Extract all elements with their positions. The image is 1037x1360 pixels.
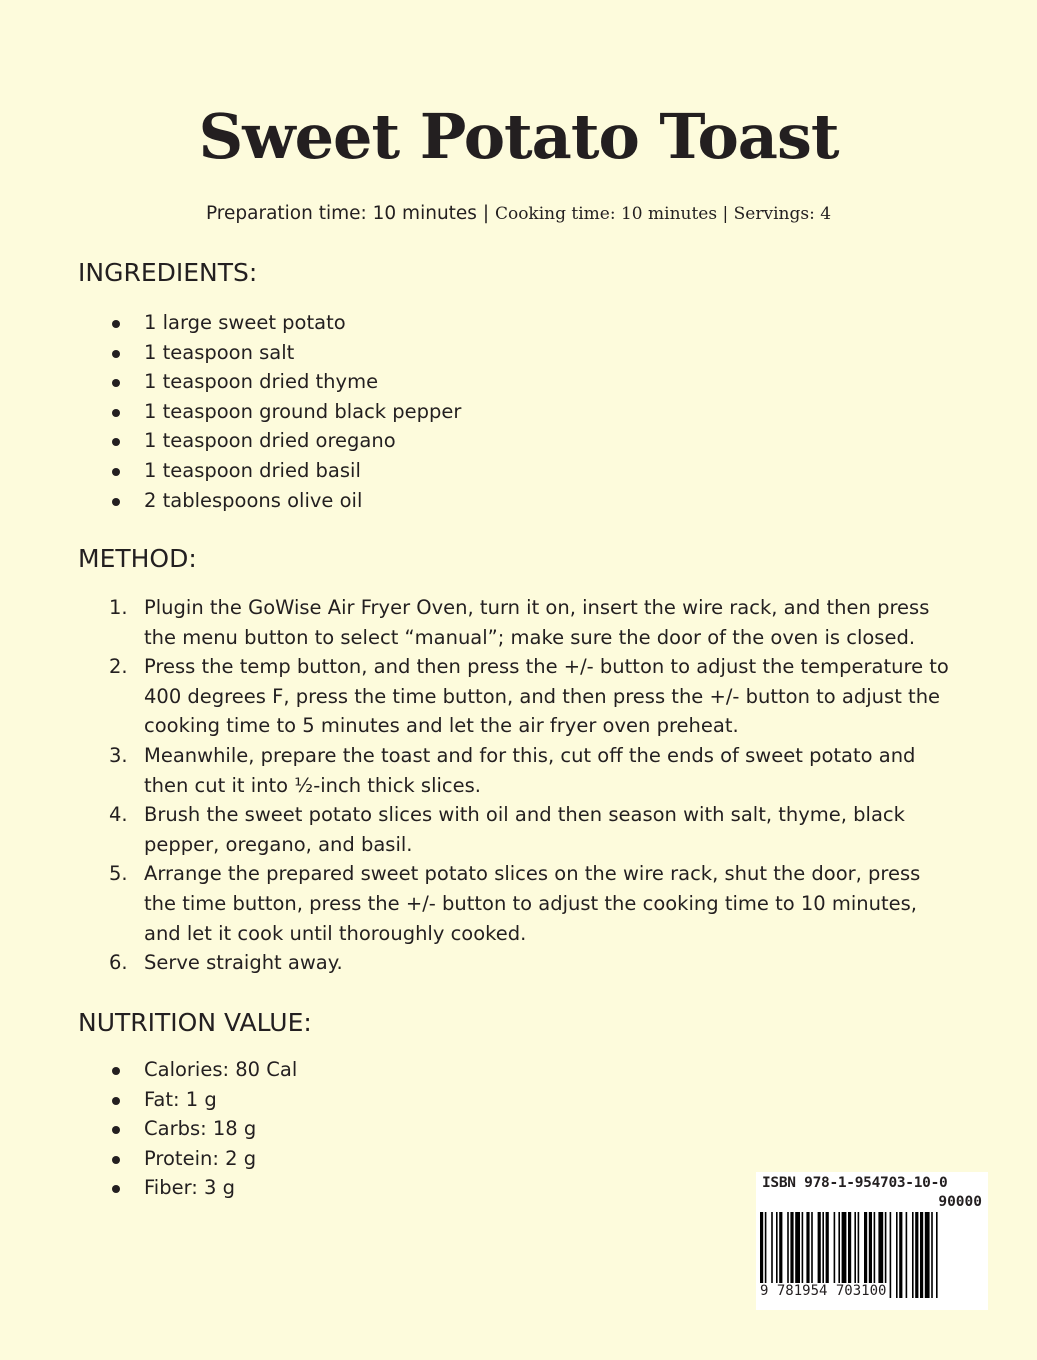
bullet-icon	[112, 1185, 120, 1193]
cooking-time: Cooking time: 10 minutes	[494, 204, 718, 224]
isbn-label: ISBN 978-1-954703-10-0	[762, 1175, 948, 1191]
isbn-barcode	[756, 1172, 988, 1310]
method-step: 3. Meanwhile, prepare the toast and for this, cut off the ends of sweet potato and then cut it into ½-inch thick slices.	[78, 741, 958, 800]
nutrition-item: Calories: 80 Cal	[78, 1055, 297, 1085]
barcode-bar	[899, 1212, 902, 1298]
price-code: 90000	[938, 1194, 982, 1210]
ingredient-item: 1 teaspoon dried thyme	[78, 367, 461, 397]
nutrition-item: Fat: 1 g	[78, 1085, 297, 1115]
bullet-icon	[112, 1126, 120, 1134]
step-number: 5.	[109, 862, 128, 886]
ingredient-item: 1 teaspoon salt	[78, 338, 461, 368]
meta-separator: |	[717, 204, 734, 224]
method-heading: METHOD:	[78, 544, 197, 573]
barcode-bar	[906, 1212, 908, 1298]
bullet-icon	[112, 468, 120, 476]
nutrition-item: Carbs: 18 g	[78, 1114, 297, 1144]
barcode-bar	[925, 1212, 930, 1298]
servings: Servings: 4	[733, 204, 832, 224]
ingredients-list	[78, 308, 461, 515]
bullet-icon	[112, 438, 120, 446]
bullet-icon	[112, 1156, 120, 1164]
ingredient-item: 1 teaspoon dried oregano	[78, 426, 461, 456]
nutrition-list	[78, 1055, 297, 1203]
ingredient-item: 1 large sweet potato	[78, 308, 461, 338]
method-step: 4. Brush the sweet potato slices with oil and then season with salt, thyme, black pepper, oregano, and basil.	[78, 800, 958, 859]
ingredient-item: 2 tablespoons olive oil	[78, 486, 461, 516]
step-number: 6.	[109, 951, 128, 975]
nutrition-item: Protein: 2 g	[78, 1144, 297, 1174]
step-number: 3.	[109, 743, 128, 767]
barcode-bar	[912, 1212, 914, 1298]
barcode-bar	[915, 1212, 918, 1298]
barcode-bar	[931, 1212, 933, 1298]
page-title: Sweet Potato Toast	[198, 100, 839, 173]
ingredient-item: 1 teaspoon dried basil	[78, 456, 461, 486]
nutrition-heading: NUTRITION VALUE:	[78, 1008, 312, 1037]
method-step: 1. Plugin the GoWise Air Fryer Oven, turn it on, insert the wire rack, and then press the menu button to select “manual”; make sure the door of the oven is closed.	[78, 593, 958, 652]
method-steps	[78, 593, 958, 978]
ingredients-heading: INGREDIENTS:	[78, 258, 258, 287]
bullet-icon	[112, 320, 120, 328]
method-step: 5. Arrange the prepared sweet potato slices on the wire rack, shut the door, press the time button, press the +/- button to adjust the cooking time to 10 minutes, and let it cook until thoroughly cooked.	[78, 859, 958, 948]
method-step: 6. Serve straight away.	[78, 948, 958, 978]
bullet-icon	[112, 498, 120, 506]
ingredient-item: 1 teaspoon ground black pepper	[78, 397, 461, 427]
recipe-meta	[0, 200, 1037, 228]
meta-separator: |	[476, 203, 495, 224]
preparation-time: Preparation time: 10 minutes	[205, 203, 477, 224]
barcode-bar	[936, 1212, 938, 1298]
barcode-bar	[890, 1212, 892, 1298]
barcode-bar	[896, 1212, 898, 1298]
method-step: 2. Press the temp button, and then press the +/- button to adjust the temperature to 400 degrees F, press the time button, and then press the +/- button to adjust the cooking time to 5 minutes and let the air fryer oven preheat.	[78, 652, 958, 741]
step-number: 1.	[109, 596, 128, 619]
bullet-icon	[112, 1097, 120, 1105]
barcode-bar	[920, 1212, 923, 1298]
step-number: 4.	[109, 803, 128, 827]
nutrition-item: Fiber: 3 g	[78, 1173, 297, 1203]
bullet-icon	[112, 350, 120, 358]
step-number: 2.	[109, 655, 128, 679]
bullet-icon	[112, 1067, 120, 1075]
bullet-icon	[112, 379, 120, 387]
bullet-icon	[112, 409, 120, 417]
barcode-number: 9 781954 703100	[760, 1283, 887, 1299]
